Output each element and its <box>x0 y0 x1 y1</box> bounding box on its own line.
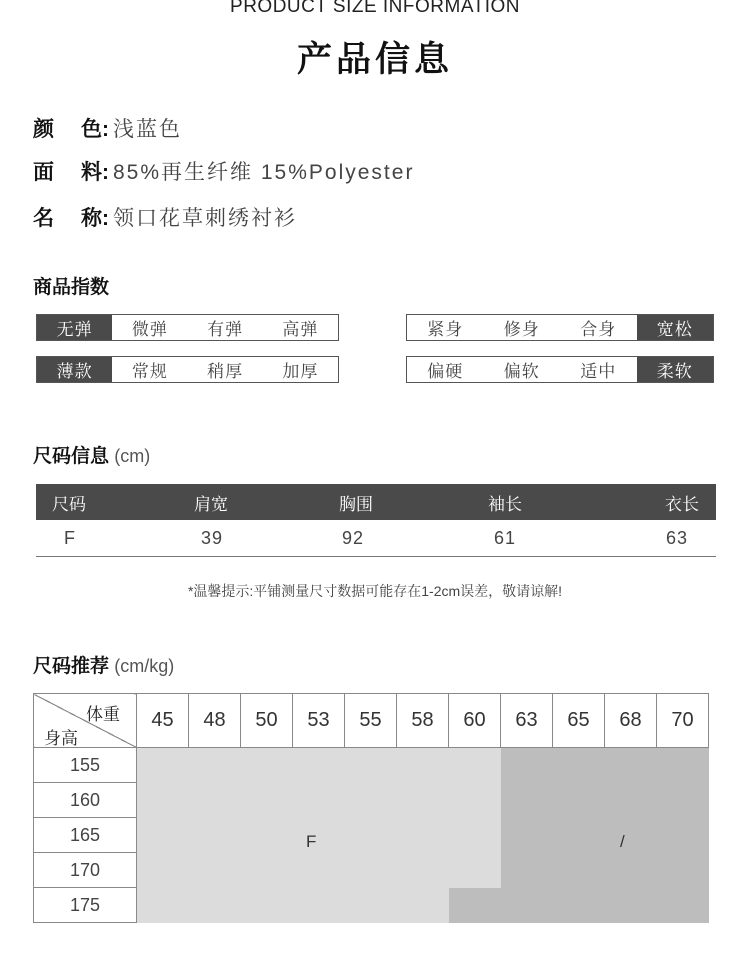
nofit-cell <box>657 783 709 818</box>
nofit-cell <box>605 888 657 923</box>
nofit-cell <box>605 853 657 888</box>
attr-cell: 有弹 <box>207 320 244 339</box>
nofit-cell <box>553 748 605 783</box>
info-row-color <box>33 113 182 143</box>
attr-cell: 偏软 <box>503 362 540 381</box>
table-cell: F <box>64 527 76 548</box>
fit-cell <box>449 748 501 783</box>
weight-header-row <box>34 694 709 748</box>
nofit-cell <box>553 783 605 818</box>
column-header: 尺码 <box>52 494 86 514</box>
info-label: 颜 色: <box>33 118 109 141</box>
weight-header: 53 <box>293 694 345 748</box>
fit-cell <box>137 888 189 923</box>
table-row <box>36 520 716 557</box>
height-header: 175 <box>34 888 137 923</box>
fit-cell <box>345 783 397 818</box>
fit-cell <box>189 818 241 853</box>
weight-header: 48 <box>189 694 241 748</box>
size-table-header <box>36 484 716 520</box>
size-table <box>36 484 716 557</box>
nofit-cell <box>501 783 553 818</box>
fit-cell <box>189 853 241 888</box>
fit-cell <box>137 783 189 818</box>
corner-cell <box>34 694 137 748</box>
height-header: 165 <box>34 818 137 853</box>
weight-header: 60 <box>449 694 501 748</box>
fit-cell <box>241 888 293 923</box>
attr-cell: 适中 <box>580 362 617 381</box>
fit-cell <box>449 818 501 853</box>
attr-cell: 柔软 <box>637 357 714 382</box>
index-section-title: 商品指数 <box>33 277 110 298</box>
fit-label: F <box>306 832 317 851</box>
fit-cell <box>345 748 397 783</box>
fit-cell <box>189 888 241 923</box>
fit-cell <box>345 818 397 853</box>
height-header: 170 <box>34 853 137 888</box>
attr-cell: 加厚 <box>282 362 319 381</box>
fit-cell <box>397 748 449 783</box>
height-label: 身高 <box>44 729 78 748</box>
fit-cell <box>241 818 293 853</box>
fit-cell <box>137 853 189 888</box>
nofit-cell <box>501 853 553 888</box>
weight-header: 63 <box>501 694 553 748</box>
info-value: 85%再生纤维 15%Polyester <box>113 161 415 184</box>
fit-cell <box>137 818 189 853</box>
size-section-title: 尺码信息 (cm) <box>33 446 151 467</box>
attr-cell: 紧身 <box>427 320 464 339</box>
size-recommend-table <box>33 693 709 923</box>
fit-cell <box>397 818 449 853</box>
attr-cell: 薄款 <box>37 357 112 382</box>
nofit-cell <box>605 748 657 783</box>
attr-cell: 合身 <box>580 320 617 339</box>
info-label: 面 料: <box>33 161 109 184</box>
fit-cell <box>241 853 293 888</box>
column-header: 袖长 <box>488 494 522 514</box>
measurement-note: *温馨提示:平铺测量尺寸数据可能存在1-2cm误差，敬请谅解! <box>187 583 563 599</box>
fit-scale <box>406 314 714 341</box>
nofit-cell <box>501 818 553 853</box>
nofit-label: / <box>620 832 625 851</box>
info-value: 领口花草刺绣衬衫 <box>113 207 297 230</box>
fit-cell <box>449 853 501 888</box>
nofit-cell <box>605 818 657 853</box>
nofit-cell <box>553 888 605 923</box>
fit-cell <box>397 888 449 923</box>
nofit-cell <box>449 888 501 923</box>
height-row <box>34 748 709 783</box>
fit-cell <box>345 853 397 888</box>
fit-cell <box>241 748 293 783</box>
fit-cell <box>293 748 345 783</box>
weight-header: 65 <box>553 694 605 748</box>
column-header: 胸围 <box>339 494 373 514</box>
nofit-cell <box>657 818 709 853</box>
en-title: PRODUCT SIZE INFORMATION <box>230 0 520 17</box>
fit-cell <box>293 783 345 818</box>
nofit-cell <box>657 888 709 923</box>
fit-cell <box>189 783 241 818</box>
weight-header: 45 <box>137 694 189 748</box>
page-title: 产品信息 <box>296 40 453 79</box>
height-row <box>34 818 709 853</box>
height-header: 155 <box>34 748 137 783</box>
fit-cell <box>293 818 345 853</box>
fit-cell <box>397 853 449 888</box>
fit-cell <box>293 853 345 888</box>
fit-cell <box>137 748 189 783</box>
fit-cell <box>449 783 501 818</box>
nofit-cell <box>657 748 709 783</box>
weight-label: 体重 <box>86 705 120 724</box>
attr-cell: 无弹 <box>37 315 112 340</box>
table-cell: 63 <box>666 527 689 548</box>
softness-scale <box>406 356 714 383</box>
table-cell: 39 <box>201 527 224 548</box>
column-header: 肩宽 <box>194 494 228 514</box>
table-cell: 92 <box>342 527 365 548</box>
info-label: 名 称: <box>33 207 109 230</box>
height-row <box>34 783 709 818</box>
fit-cell <box>293 888 345 923</box>
attr-cell: 常规 <box>131 362 168 381</box>
attr-cell: 高弹 <box>282 320 319 339</box>
fit-cell <box>189 748 241 783</box>
height-header: 160 <box>34 783 137 818</box>
height-row <box>34 853 709 888</box>
attr-cell: 稍厚 <box>207 362 244 381</box>
fit-cell <box>241 783 293 818</box>
column-header: 衣长 <box>665 494 699 514</box>
thickness-scale <box>36 356 339 383</box>
weight-header: 58 <box>397 694 449 748</box>
nofit-cell <box>501 748 553 783</box>
weight-header: 70 <box>657 694 709 748</box>
attr-cell: 宽松 <box>637 315 714 340</box>
weight-header: 55 <box>345 694 397 748</box>
fit-cell <box>397 783 449 818</box>
table-cell: 61 <box>494 527 517 548</box>
nofit-cell <box>657 853 709 888</box>
nofit-cell <box>501 888 553 923</box>
attr-cell: 修身 <box>503 320 540 339</box>
info-row-material <box>33 156 414 186</box>
weight-header: 50 <box>241 694 293 748</box>
info-row-name <box>33 202 297 232</box>
info-value: 浅蓝色 <box>113 118 182 141</box>
weight-header: 68 <box>605 694 657 748</box>
attr-cell: 偏硬 <box>427 362 464 381</box>
nofit-cell <box>553 818 605 853</box>
elasticity-scale <box>36 314 339 341</box>
fit-cell <box>345 888 397 923</box>
recommend-section-title: 尺码推荐 (cm/kg) <box>33 656 175 677</box>
height-row <box>34 888 709 923</box>
nofit-cell <box>553 853 605 888</box>
attr-cell: 微弹 <box>131 320 168 339</box>
nofit-cell <box>605 783 657 818</box>
